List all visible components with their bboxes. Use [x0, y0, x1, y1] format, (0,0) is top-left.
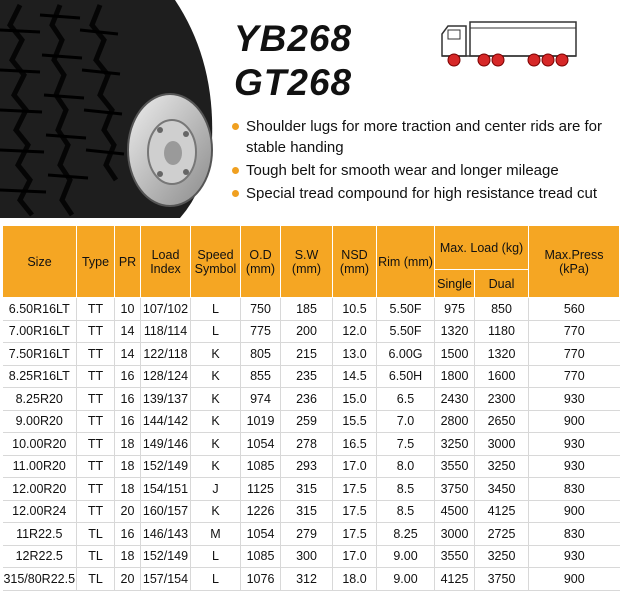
cell-load-single: 975 — [435, 298, 475, 321]
cell-type: TT — [77, 410, 115, 433]
cell-load-index: 152/149 — [141, 455, 191, 478]
cell-rim: 7.5 — [377, 433, 435, 456]
cell-size: 7.50R16LT — [3, 343, 77, 366]
cell-load-single: 3750 — [435, 478, 475, 501]
cell-sw: 215 — [281, 343, 333, 366]
cell-rim: 9.00 — [377, 545, 435, 568]
cell-pr: 10 — [115, 298, 141, 321]
cell-load-dual: 1600 — [475, 365, 529, 388]
cell-load-index: 122/118 — [141, 343, 191, 366]
cell-sw: 278 — [281, 433, 333, 456]
cell-speed-symbol: K — [191, 388, 241, 411]
cell-sw: 259 — [281, 410, 333, 433]
cell-od: 974 — [241, 388, 281, 411]
cell-load-dual: 3000 — [475, 433, 529, 456]
table-row — [3, 298, 620, 321]
cell-nsd: 13.0 — [333, 343, 377, 366]
cell-od: 855 — [241, 365, 281, 388]
cell-max-press: 930 — [529, 388, 620, 411]
cell-od: 750 — [241, 298, 281, 321]
cell-speed-symbol: K — [191, 410, 241, 433]
cell-load-single: 3000 — [435, 523, 475, 546]
cell-rim: 9.00 — [377, 568, 435, 591]
table-row — [3, 568, 620, 591]
cell-sw: 235 — [281, 365, 333, 388]
feature-item — [230, 160, 620, 181]
cell-od: 1076 — [241, 568, 281, 591]
table-row — [3, 545, 620, 568]
header-single: Single — [435, 270, 475, 298]
cell-size: 10.00R20 — [3, 433, 77, 456]
cell-speed-symbol: J — [191, 478, 241, 501]
cell-load-single: 1320 — [435, 320, 475, 343]
cell-max-press: 900 — [529, 410, 620, 433]
cell-size: 12.00R24 — [3, 500, 77, 523]
cell-type: TT — [77, 455, 115, 478]
header-size: Size — [3, 226, 77, 298]
cell-type: TT — [77, 500, 115, 523]
header-type: Type — [77, 226, 115, 298]
cell-load-single: 4125 — [435, 568, 475, 591]
cell-speed-symbol: M — [191, 523, 241, 546]
cell-od: 1125 — [241, 478, 281, 501]
cell-load-dual: 2725 — [475, 523, 529, 546]
cell-od: 1054 — [241, 433, 281, 456]
header-nsd: NSD (mm) — [333, 226, 377, 298]
feature-item — [230, 116, 620, 158]
cell-load-single: 3250 — [435, 433, 475, 456]
cell-pr: 20 — [115, 568, 141, 591]
cell-type: TL — [77, 523, 115, 546]
cell-rim: 8.5 — [377, 500, 435, 523]
table-row — [3, 343, 620, 366]
cell-type: TT — [77, 433, 115, 456]
bullet-icon — [232, 123, 239, 130]
cell-max-press: 830 — [529, 523, 620, 546]
cell-speed-symbol: K — [191, 455, 241, 478]
cell-od: 1054 — [241, 523, 281, 546]
header-max-press: Max.Press (kPa) — [529, 226, 620, 298]
cell-size: 11R22.5 — [3, 523, 77, 546]
cell-load-index: 157/154 — [141, 568, 191, 591]
cell-od: 805 — [241, 343, 281, 366]
cell-sw: 200 — [281, 320, 333, 343]
cell-type: TL — [77, 568, 115, 591]
cell-pr: 16 — [115, 388, 141, 411]
cell-sw: 293 — [281, 455, 333, 478]
cell-od: 1226 — [241, 500, 281, 523]
cell-load-dual: 1320 — [475, 343, 529, 366]
cell-pr: 14 — [115, 320, 141, 343]
cell-rim: 6.5 — [377, 388, 435, 411]
header-od: O.D (mm) — [241, 226, 281, 298]
tire-tread-image — [0, 0, 222, 218]
cell-pr: 18 — [115, 433, 141, 456]
cell-pr: 16 — [115, 410, 141, 433]
table-row — [3, 365, 620, 388]
cell-speed-symbol: K — [191, 365, 241, 388]
cell-rim: 8.5 — [377, 478, 435, 501]
tire-icon — [0, 0, 222, 218]
cell-nsd: 17.0 — [333, 545, 377, 568]
truck-axle-diagram — [440, 18, 580, 70]
cell-speed-symbol: L — [191, 320, 241, 343]
cell-load-index: 118/114 — [141, 320, 191, 343]
cell-od: 775 — [241, 320, 281, 343]
cell-load-single: 3550 — [435, 455, 475, 478]
cell-load-index: 144/142 — [141, 410, 191, 433]
cell-nsd: 18.0 — [333, 568, 377, 591]
truck-icon — [440, 18, 580, 70]
cell-speed-symbol: K — [191, 500, 241, 523]
cell-speed-symbol: K — [191, 343, 241, 366]
cell-type: TT — [77, 320, 115, 343]
cell-nsd: 17.5 — [333, 523, 377, 546]
cell-load-index: 152/149 — [141, 545, 191, 568]
cell-od: 1019 — [241, 410, 281, 433]
cell-load-index: 154/151 — [141, 478, 191, 501]
cell-od: 1085 — [241, 455, 281, 478]
cell-size: 8.25R20 — [3, 388, 77, 411]
cell-load-index: 128/124 — [141, 365, 191, 388]
cell-load-dual: 3450 — [475, 478, 529, 501]
cell-type: TL — [77, 545, 115, 568]
cell-load-single: 1800 — [435, 365, 475, 388]
cell-size: 8.25R16LT — [3, 365, 77, 388]
cell-nsd: 15.0 — [333, 388, 377, 411]
table-row — [3, 388, 620, 411]
cell-size: 6.50R16LT — [3, 298, 77, 321]
table-row — [3, 455, 620, 478]
bullet-icon — [232, 167, 239, 174]
header-max-load: Max. Load (kg) — [435, 226, 529, 270]
cell-pr: 18 — [115, 455, 141, 478]
feature-text: Shoulder lugs for more traction and center rids are for stable handing — [246, 118, 603, 156]
cell-size: 7.00R16LT — [3, 320, 77, 343]
table-row — [3, 478, 620, 501]
cell-load-single: 1500 — [435, 343, 475, 366]
table-body — [3, 298, 620, 591]
cell-sw: 279 — [281, 523, 333, 546]
cell-size: 12R22.5 — [3, 545, 77, 568]
cell-rim: 6.00G — [377, 343, 435, 366]
feature-item — [230, 183, 620, 204]
cell-max-press: 560 — [529, 298, 620, 321]
cell-nsd: 17.0 — [333, 455, 377, 478]
cell-nsd: 12.0 — [333, 320, 377, 343]
cell-pr: 14 — [115, 343, 141, 366]
cell-load-dual: 850 — [475, 298, 529, 321]
cell-od: 1085 — [241, 545, 281, 568]
cell-max-press: 900 — [529, 568, 620, 591]
header-speed-symbol: Speed Symbol — [191, 226, 241, 298]
cell-load-dual: 3250 — [475, 455, 529, 478]
cell-sw: 185 — [281, 298, 333, 321]
cell-type: TT — [77, 388, 115, 411]
cell-sw: 315 — [281, 500, 333, 523]
table-row — [3, 523, 620, 546]
cell-load-single: 2430 — [435, 388, 475, 411]
cell-load-dual: 2650 — [475, 410, 529, 433]
cell-size: 11.00R20 — [3, 455, 77, 478]
cell-load-index: 160/157 — [141, 500, 191, 523]
header-sw: S.W (mm) — [281, 226, 333, 298]
cell-load-single: 2800 — [435, 410, 475, 433]
cell-load-dual: 4125 — [475, 500, 529, 523]
cell-speed-symbol: K — [191, 433, 241, 456]
cell-load-dual: 2300 — [475, 388, 529, 411]
cell-sw: 312 — [281, 568, 333, 591]
cell-rim: 5.50F — [377, 298, 435, 321]
table-row — [3, 500, 620, 523]
cell-rim: 6.50H — [377, 365, 435, 388]
cell-type: TT — [77, 343, 115, 366]
bullet-icon — [232, 190, 239, 197]
cell-rim: 8.25 — [377, 523, 435, 546]
cell-sw: 300 — [281, 545, 333, 568]
cell-nsd: 16.5 — [333, 433, 377, 456]
cell-max-press: 770 — [529, 365, 620, 388]
cell-nsd: 14.5 — [333, 365, 377, 388]
cell-size: 9.00R20 — [3, 410, 77, 433]
cell-load-index: 139/137 — [141, 388, 191, 411]
cell-load-dual: 3250 — [475, 545, 529, 568]
cell-nsd: 17.5 — [333, 478, 377, 501]
cell-nsd: 10.5 — [333, 298, 377, 321]
cell-load-dual: 3750 — [475, 568, 529, 591]
cell-size: 315/80R22.5 — [3, 568, 77, 591]
feature-text: Special tread compound for high resistance tread cut — [246, 185, 598, 202]
header-pr: PR — [115, 226, 141, 298]
cell-max-press: 770 — [529, 343, 620, 366]
feature-list — [230, 116, 620, 206]
header-dual: Dual — [475, 270, 529, 298]
cell-load-dual: 1180 — [475, 320, 529, 343]
specification-table — [2, 225, 620, 591]
cell-type: TT — [77, 365, 115, 388]
cell-nsd: 15.5 — [333, 410, 377, 433]
table-row — [3, 410, 620, 433]
cell-pr: 16 — [115, 365, 141, 388]
cell-max-press: 900 — [529, 500, 620, 523]
cell-max-press: 930 — [529, 455, 620, 478]
header-rim: Rim (mm) — [377, 226, 435, 298]
cell-nsd: 17.5 — [333, 500, 377, 523]
cell-rim: 7.0 — [377, 410, 435, 433]
cell-rim: 8.0 — [377, 455, 435, 478]
cell-load-index: 146/143 — [141, 523, 191, 546]
cell-type: TT — [77, 478, 115, 501]
cell-speed-symbol: L — [191, 568, 241, 591]
cell-pr: 18 — [115, 545, 141, 568]
cell-load-index: 149/146 — [141, 433, 191, 456]
cell-load-single: 3550 — [435, 545, 475, 568]
table-row — [3, 320, 620, 343]
cell-pr: 18 — [115, 478, 141, 501]
table-row — [3, 433, 620, 456]
feature-text: Tough belt for smooth wear and longer mileage — [246, 162, 559, 179]
model-name-primary: YB268 — [234, 18, 353, 59]
cell-type: TT — [77, 298, 115, 321]
cell-max-press: 930 — [529, 433, 620, 456]
cell-speed-symbol: L — [191, 545, 241, 568]
cell-sw: 315 — [281, 478, 333, 501]
cell-sw: 236 — [281, 388, 333, 411]
cell-load-index: 107/102 — [141, 298, 191, 321]
cell-pr: 20 — [115, 500, 141, 523]
cell-pr: 16 — [115, 523, 141, 546]
cell-max-press: 830 — [529, 478, 620, 501]
model-name-secondary: GT268 — [234, 62, 353, 103]
cell-load-single: 4500 — [435, 500, 475, 523]
cell-rim: 5.50F — [377, 320, 435, 343]
cell-speed-symbol: L — [191, 298, 241, 321]
cell-size: 12.00R20 — [3, 478, 77, 501]
cell-max-press: 770 — [529, 320, 620, 343]
header-load-index: Load Index — [141, 226, 191, 298]
cell-max-press: 930 — [529, 545, 620, 568]
